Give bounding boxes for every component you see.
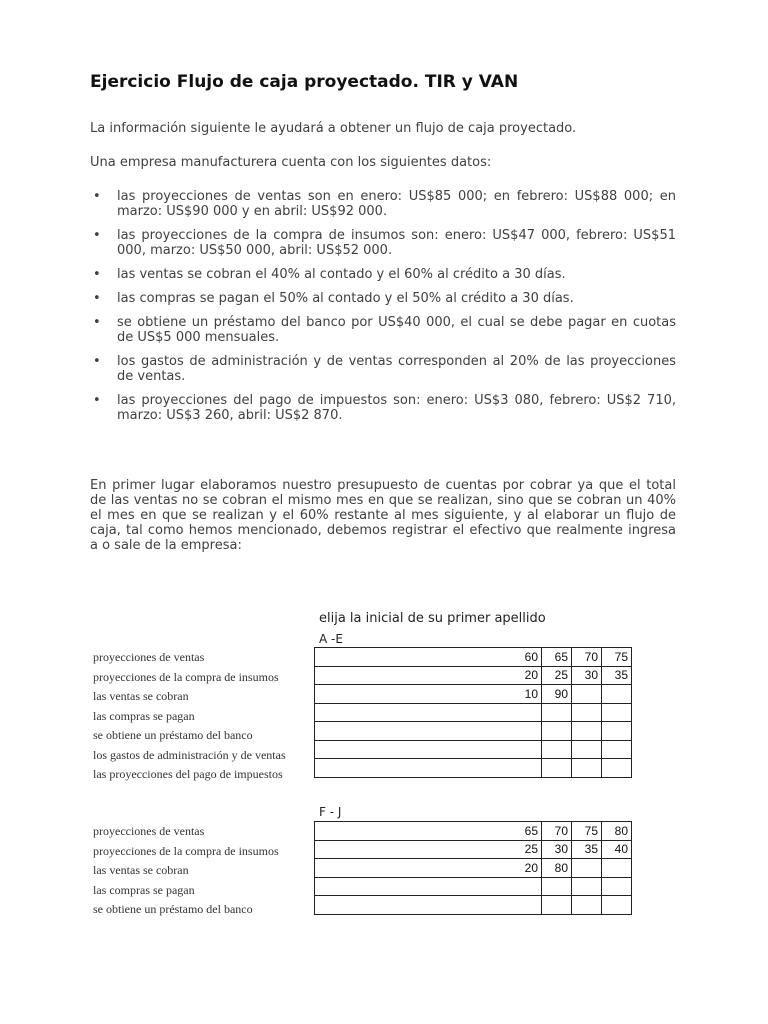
- table-cell[interactable]: [572, 759, 602, 778]
- table-cell[interactable]: [315, 722, 542, 741]
- table-cell[interactable]: [602, 877, 632, 896]
- table-row: [315, 877, 708, 896]
- table-cell[interactable]: [542, 740, 572, 759]
- table-cell[interactable]: [602, 722, 632, 741]
- surname-initial-prompt: elija la inicial de su primer apellido: [319, 611, 546, 626]
- table-cell[interactable]: [572, 703, 602, 722]
- table-cell[interactable]: [602, 759, 632, 778]
- bullet-dot-icon: •: [93, 393, 101, 408]
- table-cell[interactable]: [315, 877, 542, 896]
- row-labels-f-j: [93, 822, 279, 920]
- row-label: proyecciones de la compra de insumos: [93, 669, 279, 684]
- data-bullet-list: [90, 189, 676, 432]
- table-cell[interactable]: [572, 859, 602, 878]
- table-cell[interactable]: 75: [602, 648, 632, 667]
- table-cell[interactable]: [572, 877, 602, 896]
- bullet-dot-icon: •: [93, 291, 101, 306]
- bullet-item: • las proyecciones del pago de impuestos son: enero: US$3 080, febrero: US$2 710, marzo: US$3 260, abril: US$2 870.: [93, 393, 676, 423]
- data-table-a-e: [314, 647, 708, 778]
- table-cell[interactable]: [572, 740, 602, 759]
- bullet-dot-icon: •: [93, 267, 101, 282]
- table-row: [315, 666, 708, 685]
- table-cell[interactable]: 25: [542, 666, 572, 685]
- table-cell[interactable]: [542, 722, 572, 741]
- table-row: [315, 840, 708, 859]
- row-label: se obtiene un préstamo del banco: [93, 728, 253, 742]
- table-cell[interactable]: 30: [542, 840, 572, 859]
- lead-paragraph: Una empresa manufacturera cuenta con los siguientes datos:: [90, 155, 492, 170]
- table-cell[interactable]: [602, 896, 632, 915]
- table-cell[interactable]: 30: [572, 666, 602, 685]
- bullet-item: • las ventas se cobran el 40% al contado y el 60% al crédito a 30 días.: [93, 267, 566, 282]
- bullet-item: • las proyecciones de la compra de insumos son: enero: US$47 000, febrero: US$51 000, marzo: US$50 000, abril: US$52 000.: [93, 228, 676, 258]
- row-label: las proyecciones del pago de impuestos: [93, 767, 283, 781]
- table-cell[interactable]: [315, 759, 542, 778]
- row-label: proyecciones de ventas: [93, 824, 205, 838]
- table-cell[interactable]: 65: [542, 648, 572, 667]
- table-cell[interactable]: 60: [315, 648, 542, 667]
- bullet-dot-icon: •: [93, 189, 101, 204]
- bullet-dot-icon: •: [93, 228, 101, 243]
- table-row: [315, 759, 708, 778]
- table-cell[interactable]: [572, 896, 602, 915]
- explanation-paragraph: En primer lugar elaboramos nuestro presupuesto de cuentas por cobrar ya que el total de las ventas no se cobran el mismo mes en que se realizan, sino que se cobran un 40% el mes en que se realizan y el 60% restante al mes siguiente, y al elaborar un flujo de caja, tal como hemos mencionado, debemos registrar el efectivo que realmente ingresa a o sale de la empresa:: [90, 478, 676, 553]
- group-label-a-e: A -E: [319, 632, 343, 646]
- table-row: [315, 685, 708, 704]
- table-cell[interactable]: 20: [315, 666, 542, 685]
- table-cell[interactable]: [602, 740, 632, 759]
- table-cell[interactable]: [542, 896, 572, 915]
- table-cell[interactable]: 70: [572, 648, 602, 667]
- table-row: [315, 648, 708, 667]
- table-cell[interactable]: 35: [602, 666, 632, 685]
- table-cell[interactable]: [542, 759, 572, 778]
- row-label: las compras se pagan: [93, 882, 195, 897]
- table-cell[interactable]: 70: [542, 822, 572, 841]
- row-label: proyecciones de la compra de insumos: [93, 843, 279, 858]
- table-cell[interactable]: [602, 703, 632, 722]
- intro-paragraph: La información siguiente le ayudará a obtener un flujo de caja proyectado.: [90, 121, 577, 136]
- table-cell[interactable]: 40: [602, 840, 632, 859]
- group-label-f-j: F - J: [319, 805, 342, 819]
- table-row: [315, 703, 708, 722]
- table-cell[interactable]: [315, 740, 542, 759]
- table-cell[interactable]: [602, 859, 632, 878]
- table-row: [315, 822, 708, 841]
- table-row: [315, 859, 708, 878]
- table-cell[interactable]: 35: [572, 840, 602, 859]
- row-label: las compras se pagan: [93, 708, 195, 723]
- table-cell[interactable]: 80: [542, 859, 572, 878]
- table-row: [315, 722, 708, 741]
- bullet-item: • los gastos de administración y de ventas corresponden al 20% de las proyecciones de ventas.: [93, 354, 676, 384]
- table-cell[interactable]: 80: [602, 822, 632, 841]
- table-cell[interactable]: 25: [315, 840, 542, 859]
- row-label: proyecciones de ventas: [93, 650, 205, 664]
- table-cell[interactable]: 20: [315, 859, 542, 878]
- data-table-f-j: [314, 821, 708, 915]
- row-label: las ventas se cobran: [93, 689, 189, 703]
- table-cell[interactable]: 75: [572, 822, 602, 841]
- table-cell[interactable]: [572, 722, 602, 741]
- table-cell[interactable]: [572, 685, 602, 704]
- table-cell[interactable]: [602, 685, 632, 704]
- bullet-dot-icon: •: [93, 315, 101, 330]
- table-row: [315, 740, 708, 759]
- row-label: los gastos de administración y de ventas: [93, 747, 286, 762]
- table-cell[interactable]: 10: [315, 685, 542, 704]
- bullet-item: • se obtiene un préstamo del banco por US$40 000, el cual se debe pagar en cuotas de US$5 000 mensuales.: [93, 315, 676, 345]
- row-label: se obtiene un préstamo del banco: [93, 902, 253, 916]
- table-cell[interactable]: 65: [315, 822, 542, 841]
- table-cell[interactable]: 90: [542, 685, 572, 704]
- row-labels-a-e: [93, 648, 286, 785]
- table-row: [315, 896, 708, 915]
- bullet-dot-icon: •: [93, 354, 101, 369]
- row-label: las ventas se cobran: [93, 863, 189, 877]
- document-title: Ejercicio Flujo de caja proyectado. TIR y VAN: [90, 72, 519, 92]
- table-cell[interactable]: [542, 877, 572, 896]
- bullet-item: • las compras se pagan el 50% al contado y el 50% al crédito a 30 días.: [93, 291, 574, 306]
- bullet-item: • las proyecciones de ventas son en enero: US$85 000; en febrero: US$88 000; en marzo: US$90 000 y en abril: US$92 000.: [93, 189, 676, 219]
- table-cell[interactable]: [315, 703, 542, 722]
- table-cell[interactable]: [315, 896, 542, 915]
- table-cell[interactable]: [542, 703, 572, 722]
